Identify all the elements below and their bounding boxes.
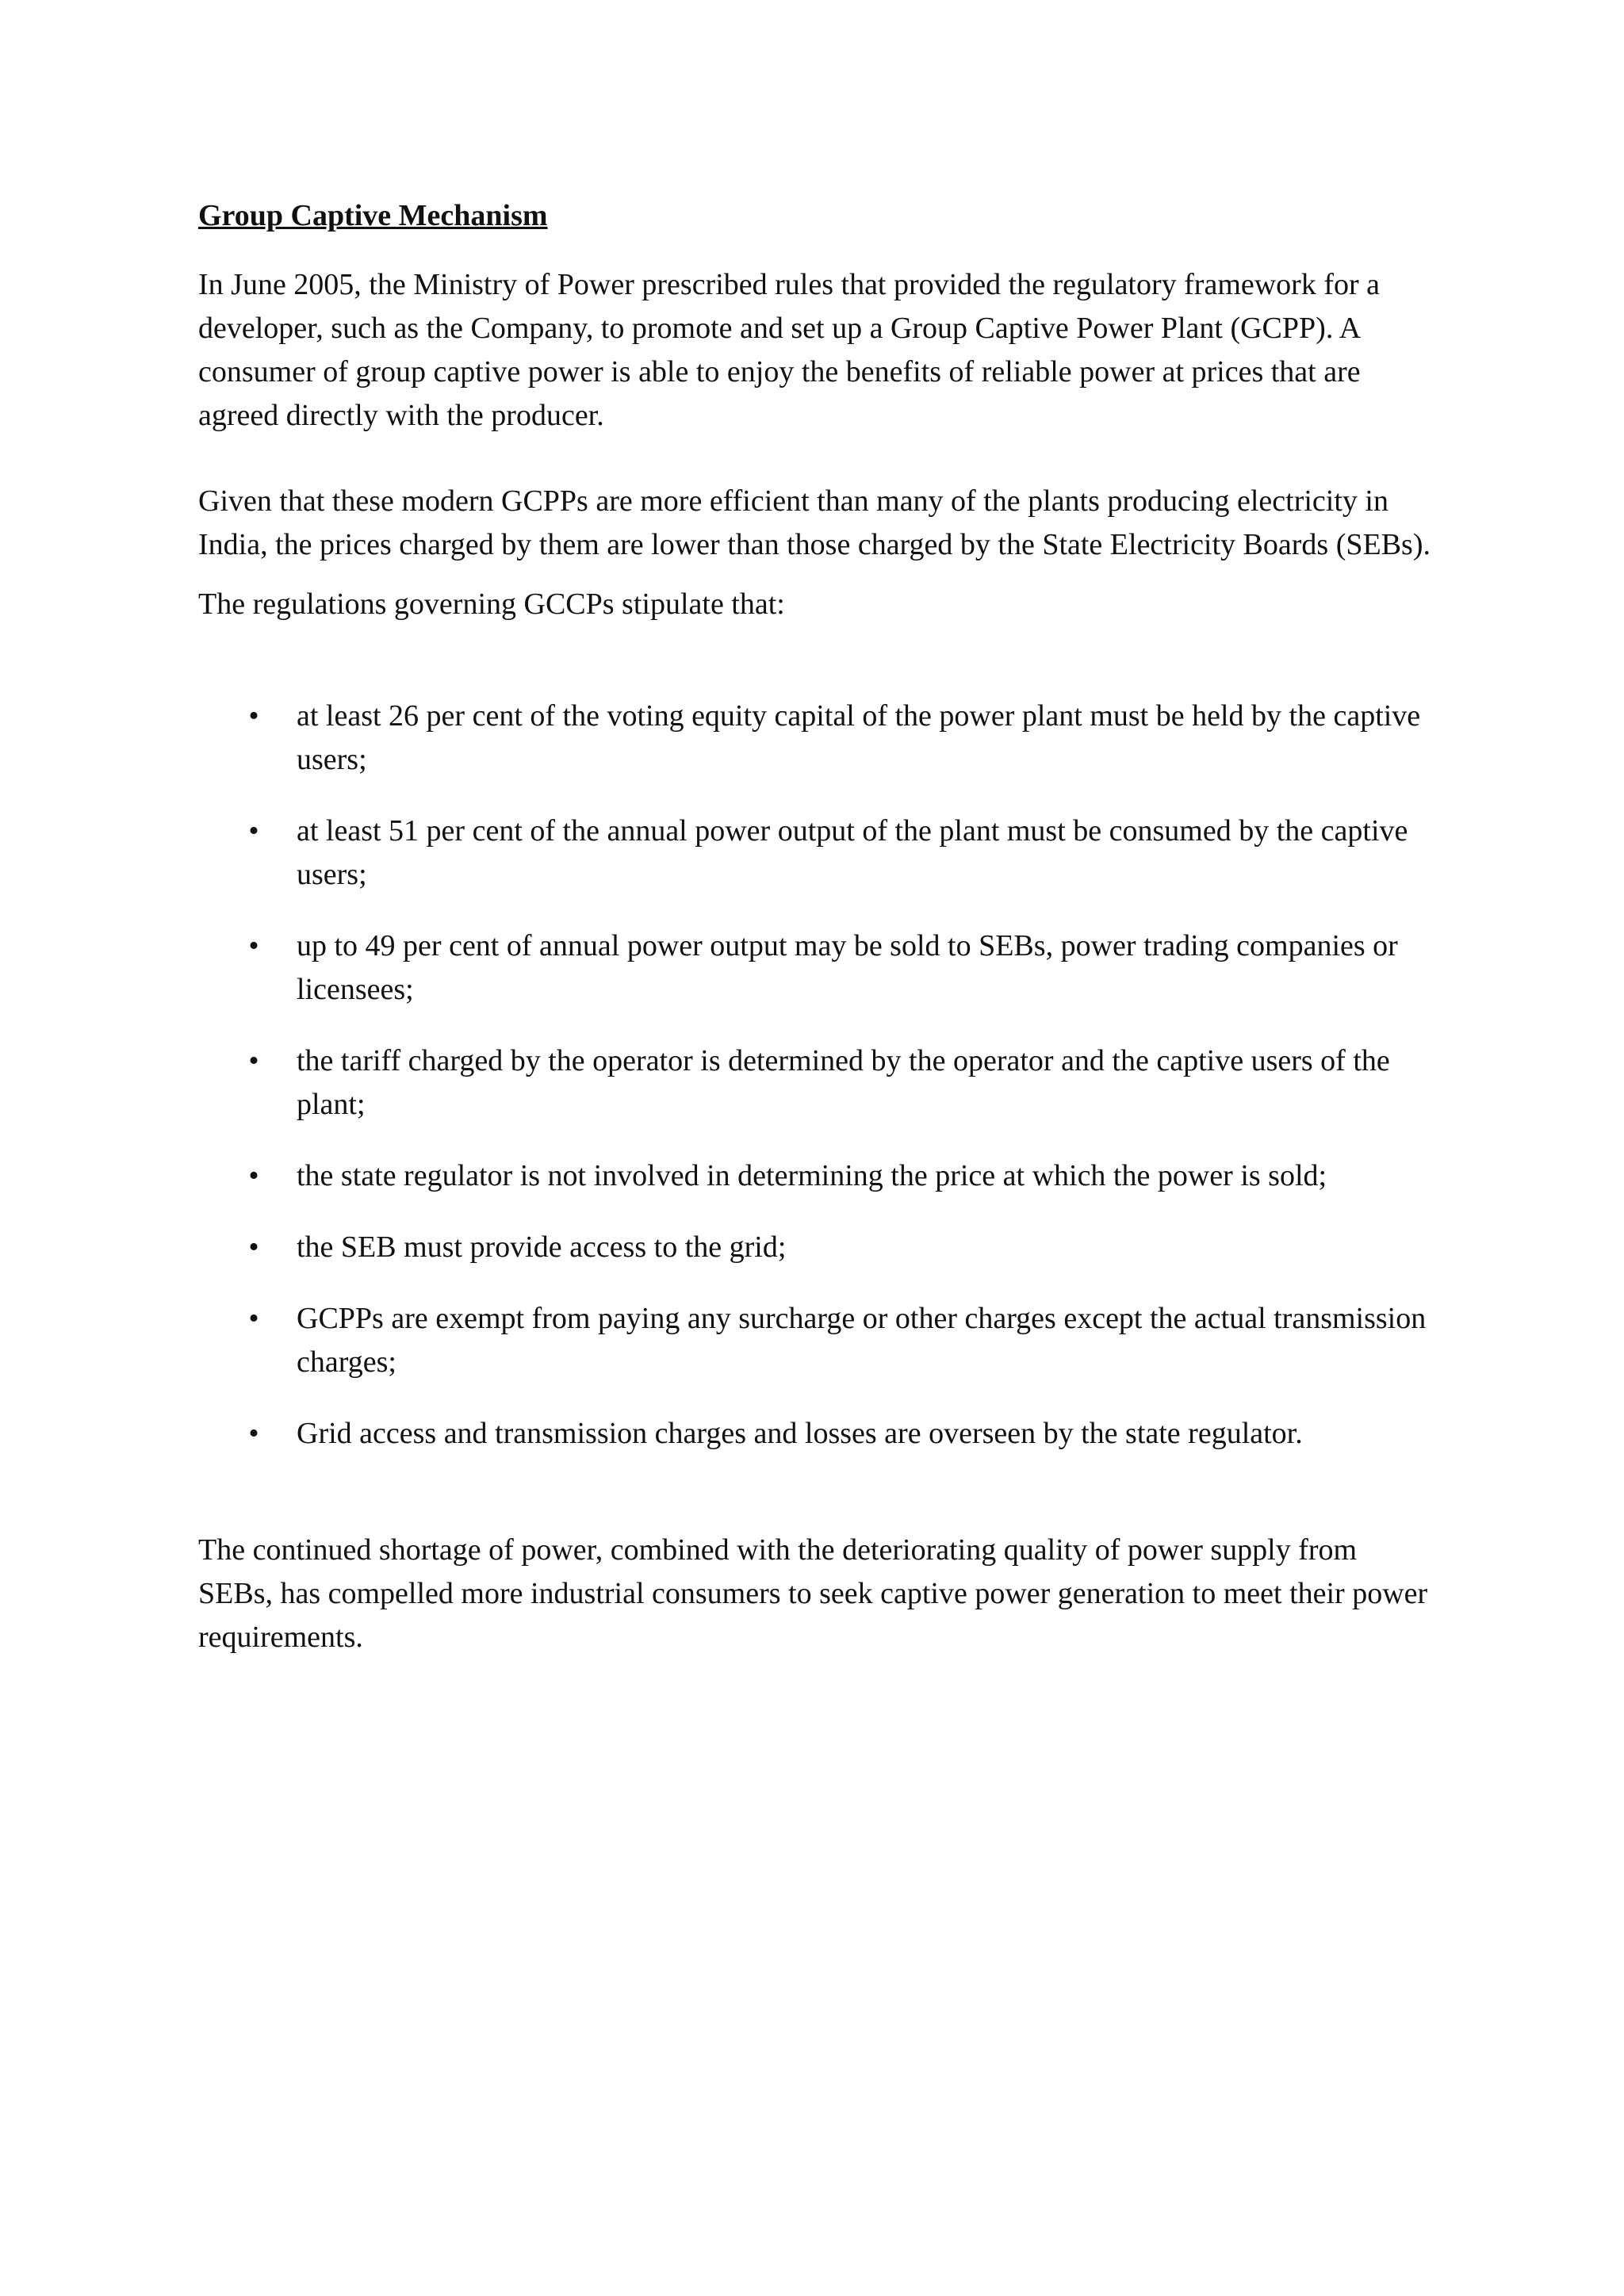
list-item-text: the tariff charged by the operator is determined by the operator and the captive users of the plant; <box>297 1044 1390 1121</box>
section-heading: Group Captive Mechanism <box>198 199 548 232</box>
regulations-list <box>198 695 1435 1456</box>
bullet-icon: • <box>248 1302 259 1335</box>
bullet-icon: • <box>248 699 259 733</box>
document-body <box>198 192 1435 1659</box>
list-item <box>198 1412 1435 1456</box>
paragraph-intro: In June 2005, the Ministry of Power prescribed rules that provided the regulatory framework for a developer, such as the Company, to promote and set up a Group Captive Power Plant (GCPP). A consumer of group captive power is able to enjoy the benefits of reliable power at prices that are agreed directly with the producer. <box>198 268 1381 432</box>
list-item <box>198 1297 1435 1384</box>
list-item <box>198 695 1435 782</box>
bullet-icon: • <box>248 1044 259 1077</box>
paragraph-regulations-lead: The regulations governing GCCPs stipulate that: <box>198 587 785 621</box>
list-item-text: Grid access and transmission charges and losses are overseen by the state regulator. <box>297 1417 1303 1450</box>
list-item <box>198 809 1435 897</box>
bullet-icon: • <box>248 1417 259 1450</box>
list-item <box>198 1226 1435 1269</box>
list-item-text: up to 49 per cent of annual power output may be sold to SEBs, power trading companies or licensees; <box>297 929 1398 1006</box>
bullet-icon: • <box>248 1230 259 1264</box>
bullet-icon: • <box>248 814 259 848</box>
bullet-icon: • <box>248 1159 259 1192</box>
list-item-text: the state regulator is not involved in determining the price at which the power is sold; <box>297 1159 1327 1192</box>
paragraph-efficiency: Given that these modern GCPPs are more efficient than many of the plants producing electricity in India, the prices charged by them are lower than those charged by the State Electricity Boards (SEBs). <box>198 484 1431 561</box>
list-item-text: at least 26 per cent of the voting equity capital of the power plant must be held by the captive users; <box>297 699 1421 776</box>
list-item <box>198 924 1435 1012</box>
list-item-text: the SEB must provide access to the grid; <box>297 1230 787 1264</box>
list-item <box>198 1039 1435 1127</box>
bullet-icon: • <box>248 929 259 962</box>
list-item-text: at least 51 per cent of the annual power output of the plant must be consumed by the captive users; <box>297 814 1408 891</box>
paragraph-conclusion: The continued shortage of power, combined with the deteriorating quality of power supply from SEBs, has compelled more industrial consumers to seek captive power generation to meet their power requirements. <box>198 1533 1428 1654</box>
list-item-text: GCPPs are exempt from paying any surcharge or other charges except the actual transmission charges; <box>297 1302 1427 1379</box>
list-item <box>198 1154 1435 1198</box>
